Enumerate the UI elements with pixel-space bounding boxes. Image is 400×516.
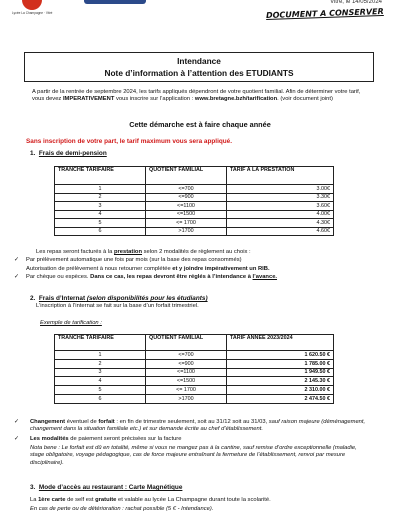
debit-authorization-text	[26, 266, 270, 273]
cell: 1	[55, 351, 146, 360]
text: et valable au lycée La Champagne durant toute la scolarité.	[116, 497, 271, 503]
bullet-check-icon: ✓	[14, 436, 20, 442]
meal-price-table	[54, 166, 334, 236]
tarification-link[interactable]: www.bretagne.bzh/tarification	[194, 96, 278, 103]
text: selon 2 modalités de règlement au choix :	[142, 249, 251, 255]
section-title: Frais d’Internat	[38, 295, 86, 302]
col-header: TRANCHE TARIFAIRE	[55, 335, 146, 351]
cell: <=1100	[146, 202, 227, 211]
nota-bene-text: Nota bene : Le forfait est dû en totalité, même si vous ne mangez pas à la cantine, sauf remise d’ordre exceptionnelle (maladie, stage obligatoire, voyage pédagogique, cas de force majeure entraînant la fermeture de l’établissement, renvoi par mesure disciplinaire).	[30, 445, 357, 466]
cell: 3.60€	[227, 202, 334, 211]
cell: 6	[55, 227, 146, 236]
cell: 1 785.00 €	[227, 359, 334, 368]
intro-imperative: IMPERATIVEMENT	[62, 96, 115, 103]
title-line2: Note d’information à l’attention des ETUDIANTS	[104, 68, 294, 78]
cell: 4.30€	[227, 219, 334, 228]
cell: >1700	[146, 394, 227, 403]
cell: 2 310.00 €	[227, 386, 334, 395]
text: Par chèque ou espèces.	[26, 274, 91, 280]
table-row	[55, 210, 334, 219]
text-emphasis: prestation	[113, 249, 143, 255]
cell: <=1500	[146, 377, 227, 386]
text: La	[30, 497, 39, 503]
text: Autorisation de prélèvement à nous retourner complétée	[26, 266, 173, 272]
table-row	[55, 386, 334, 395]
bullet-check-icon: ✓	[14, 419, 20, 425]
cell: 1 949.50 €	[227, 368, 334, 377]
cell: <=900	[146, 193, 227, 202]
direct-debit-text: Par prélèvement automatique une fois par mois (sur la base des repas consommés)	[26, 257, 242, 263]
bullet-check-icon: ✓	[14, 274, 20, 280]
text: Les repas seront facturés à la	[36, 249, 114, 255]
header-strip	[84, 0, 146, 4]
example-label: Exemple de tarification :	[40, 320, 102, 326]
bullet-check-icon: ✓	[14, 257, 20, 263]
section-1-heading	[30, 150, 107, 157]
payment-terms-text	[30, 436, 181, 443]
table-row	[55, 359, 334, 368]
cell: 4	[55, 210, 146, 219]
cell: 3	[55, 368, 146, 377]
table-row	[55, 202, 334, 211]
cell: <=700	[146, 351, 227, 360]
warning-text: Sans inscription de votre part, le tarif maximum vous sera appliqué.	[26, 138, 232, 145]
forfait-change-text	[30, 419, 370, 434]
cell: 4.00€	[227, 210, 334, 219]
text-emphasis: et y joindre impérativement un RIB.	[172, 266, 270, 272]
text: de paiement seront précisées sur la facture	[68, 436, 182, 442]
boarding-text: L’inscription à l’internat se fait sur la base d’un forfait trimestriel.	[36, 303, 199, 309]
cheque-text	[26, 274, 277, 281]
intro-text: A partir de la rentrée de septembre 2024, les tarifs appliqués dépendront de votre quotient familial. Afin de déterminer votre tarif, vous devez	[32, 89, 361, 103]
cell: 1	[55, 185, 146, 194]
section-title: Mode d’accès au restaurant	[38, 484, 124, 491]
section-number: 1.	[30, 150, 36, 157]
text-emphasis: l’avance.	[252, 274, 278, 280]
cell: 4	[55, 377, 146, 386]
cell: >1700	[146, 227, 227, 236]
table-header-row	[55, 335, 334, 351]
table-row	[55, 185, 334, 194]
table-row	[55, 377, 334, 386]
table-row	[55, 368, 334, 377]
logo-mark-icon	[22, 0, 42, 10]
cell: 2 145.30 €	[227, 377, 334, 386]
cell: 1 620.50 €	[227, 351, 334, 360]
cell: 2	[55, 359, 146, 368]
text: éventuel de	[65, 419, 99, 425]
text-emphasis: Changement	[30, 419, 66, 425]
cell: <=1100	[146, 368, 227, 377]
section-title: : Carte Magnétique	[123, 484, 183, 491]
text-emphasis: forfait	[98, 419, 115, 425]
cell: <=700	[146, 185, 227, 194]
intro-text: vous inscrire sur l’application :	[114, 96, 195, 103]
section-title: Frais de demi-pension	[38, 150, 107, 157]
text-italic: sauf raison majeure (déménagement, changement dans la situation familiale etc.) et sur demande écrite au chef d’établissement.	[30, 419, 366, 433]
intro-paragraph	[32, 89, 368, 104]
boarding-price-table	[54, 334, 334, 404]
text-emphasis: 1ère carte	[38, 497, 66, 503]
table-row	[55, 227, 334, 236]
col-header: TARIF ANNEE 2023/2024	[227, 335, 334, 351]
cell: 3	[55, 202, 146, 211]
yearly-notice: Cette démarche est à faire chaque année	[129, 120, 271, 129]
section-number: 3.	[30, 484, 36, 491]
cell: 4.60€	[227, 227, 334, 236]
cell: 3.30€	[227, 193, 334, 202]
table-header-row	[55, 167, 334, 185]
text-emphasis: Dans ce cas, les repas devront être réglés à l’intendance à	[90, 274, 253, 280]
school-logo	[12, 0, 70, 34]
cell: <=1500	[146, 210, 227, 219]
cell: 3.00€	[227, 185, 334, 194]
logo-text: Lycée La Champagne · Vitré	[12, 11, 53, 15]
cell: 6	[55, 394, 146, 403]
section-2-heading	[30, 295, 208, 302]
col-header: TRANCHE TARIFAIRE	[55, 167, 146, 185]
document-date: Vitré, le 14/05/2024	[330, 0, 382, 5]
cell: 5	[55, 386, 146, 395]
section-number: 2.	[30, 295, 36, 302]
table-row	[55, 394, 334, 403]
card-loss-text: En cas de perte ou de détérioration : rachat possible (5 € - Intendance).	[30, 506, 214, 512]
text-emphasis: Les modalités	[30, 436, 69, 442]
cell: <= 1700	[146, 219, 227, 228]
text: : en fin de trimestre seulement, soit au 31/12 soit au 31/03,	[114, 419, 269, 425]
section-3-heading	[30, 484, 182, 491]
table-row	[55, 219, 334, 228]
table-row	[55, 193, 334, 202]
intro-text: . (voir document joint)	[277, 96, 333, 103]
cell: 5	[55, 219, 146, 228]
section-note: (selon disponibilités pour les étudiants)	[85, 295, 208, 302]
text-emphasis: gratuite	[95, 497, 117, 503]
cell: <=900	[146, 359, 227, 368]
col-header: QUOTIENT FAMILIAL	[146, 167, 227, 185]
title-line1: Intendance	[177, 56, 221, 66]
cell: 2	[55, 193, 146, 202]
table-row	[55, 351, 334, 360]
card-text	[30, 497, 271, 504]
cell: 2 474.50 €	[227, 394, 334, 403]
col-header: QUOTIENT FAMILIAL	[146, 335, 227, 351]
cell: <= 1700	[146, 386, 227, 395]
billing-text	[36, 249, 251, 256]
keep-document-stamp: DOCUMENT A CONSERVER	[266, 6, 385, 21]
text: de self est	[65, 497, 96, 503]
title-box	[24, 52, 374, 82]
col-header: TARIF A LA PRESTATION	[227, 167, 334, 185]
